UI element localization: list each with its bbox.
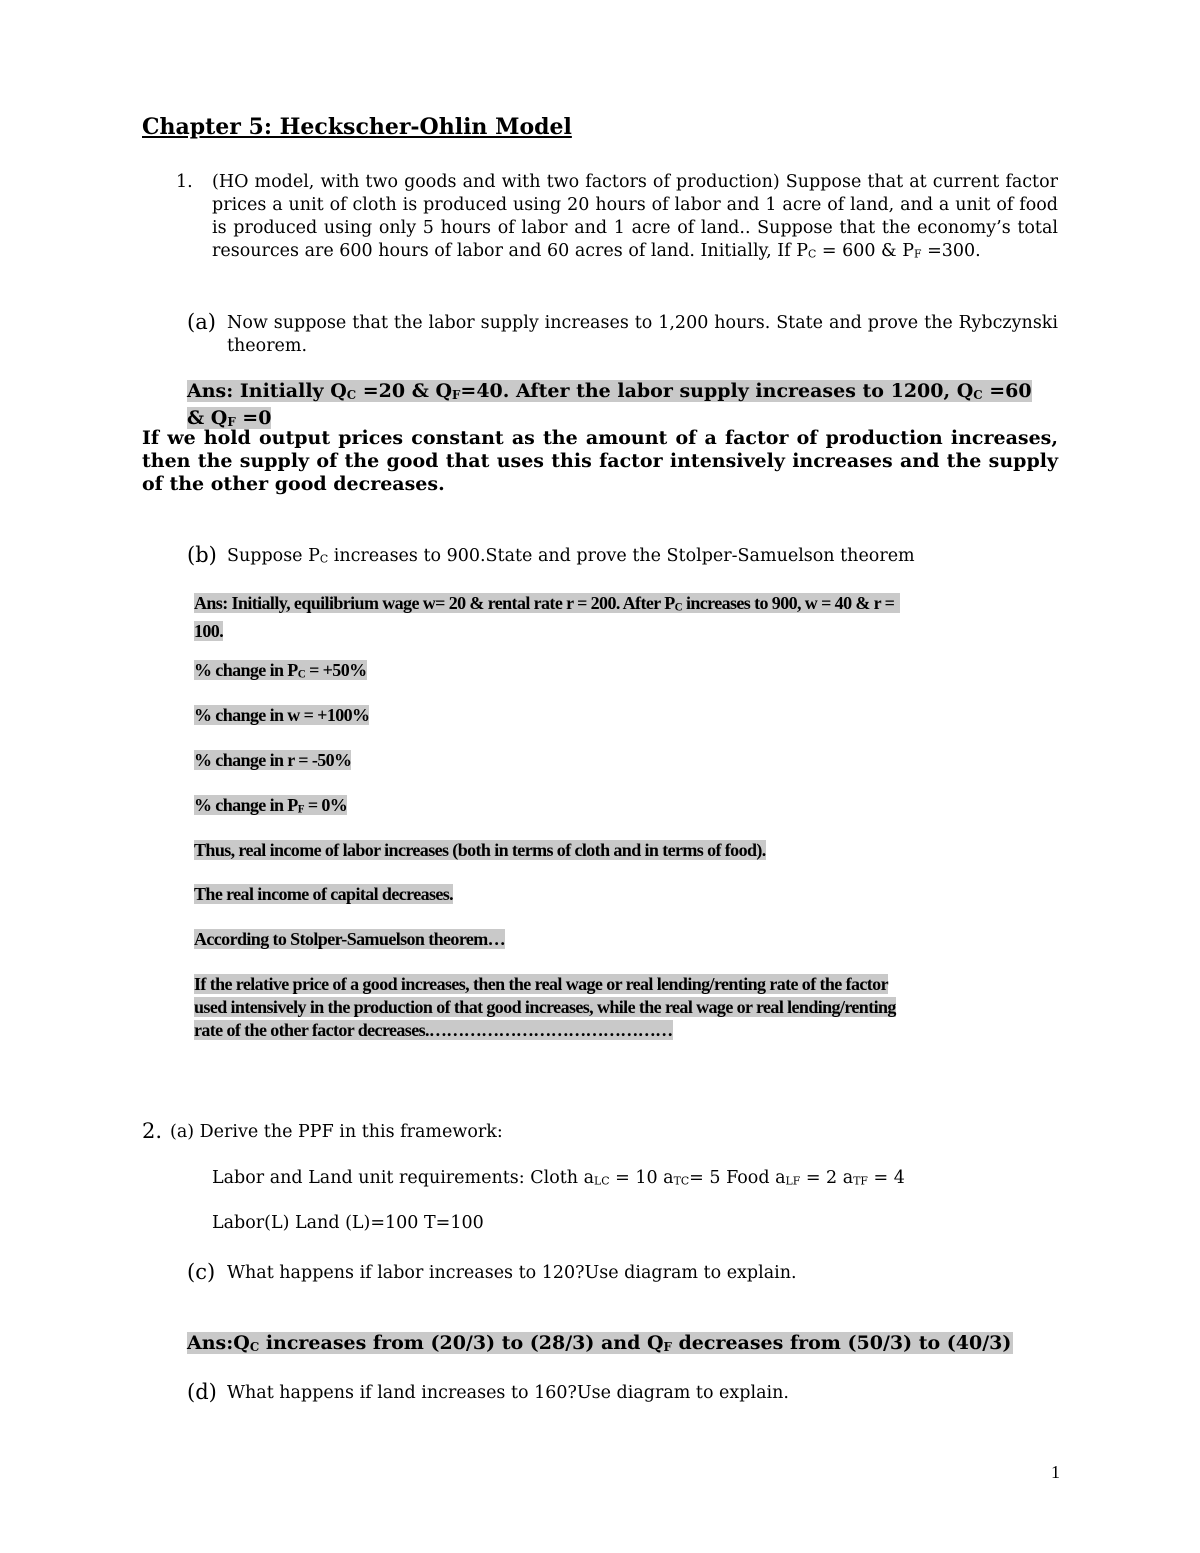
answer-text: =0: [235, 406, 272, 429]
change-w: [194, 704, 369, 727]
part-b-text: increases to 900.State and prove the Stolper-Samuelson theorem: [328, 546, 915, 566]
part-c-question: What happens if labor increases to 120?Use diagram to explain.: [227, 1263, 797, 1283]
answer-sub: C: [297, 668, 306, 681]
answer-highlight: [194, 660, 367, 680]
answer-text: =20 & Q: [356, 380, 453, 402]
q1-sub: C: [807, 247, 817, 261]
answer-highlight: [194, 795, 347, 815]
change-pc: [194, 659, 367, 687]
q1-sub: F: [913, 247, 922, 261]
part-b-sub: C: [319, 552, 329, 566]
rybczynski-theorem: If we hold output prices constant as the amount of a factor of production increases, then the supply of the good that uses this factor intensively increases and the supply of the other good decreases.: [142, 427, 1058, 495]
answer-text: = +50%: [305, 660, 367, 680]
req-text: Labor and Land unit requirements: Cloth a: [212, 1168, 595, 1188]
answer-sub: F: [227, 414, 236, 429]
part-a-answer: [187, 380, 1059, 434]
answer-highlight: [194, 593, 900, 613]
answer-sub: C: [973, 387, 983, 402]
part-b-text: Suppose P: [227, 546, 320, 566]
question-2-number: 2.: [142, 1119, 163, 1143]
req-text: = 10 a: [609, 1168, 674, 1188]
real-income-labor: [194, 839, 766, 862]
question-1-number: 1.: [176, 172, 193, 192]
req-text: = 2 a: [800, 1168, 854, 1188]
answer-highlight: used intensively in the production of that good increases, while the real wage or real lending/renting: [194, 997, 896, 1017]
answer-sub: F: [663, 1339, 672, 1354]
page-number: 1: [1051, 1462, 1060, 1482]
labor-land-line: Labor(L) Land (L)=100 T=100: [212, 1213, 484, 1233]
q1-text-part: = 600 & P: [816, 241, 914, 261]
answer-sub: C: [674, 601, 683, 614]
part-b-answer: [194, 592, 1054, 643]
req-text: = 4: [867, 1168, 905, 1188]
unit-requirements: [212, 1167, 905, 1193]
answer-text: % change in P: [194, 660, 298, 680]
page-title: Chapter 5: Heckscher-Ohlin Model: [142, 114, 572, 140]
part-b-answer-line-1: [194, 592, 1054, 620]
req-sub: LC: [594, 1174, 610, 1188]
answer-text: % change in P: [194, 795, 298, 815]
answer-highlight: If the relative price of a good increases, then the real wage or real lending/renting rate of the factor: [194, 974, 888, 994]
answer-highlight: [187, 407, 271, 429]
answer-sub: C: [346, 387, 357, 402]
req-sub: TF: [853, 1174, 868, 1188]
answer-highlight: [187, 1332, 1013, 1354]
answer-text: = 0%: [303, 795, 348, 815]
question-1-text: [212, 171, 1058, 266]
answer-highlight: The real income of capital decreases.: [194, 884, 454, 904]
req-sub: TC: [673, 1174, 690, 1188]
answer-text: Ans: Initially Q: [187, 380, 347, 402]
req-text: = 5 Food a: [689, 1168, 786, 1188]
answer-highlight: rate of the other factor decreases.……………………………………: [194, 1020, 673, 1040]
question-2-part-a: (a) Derive the PPF in this framework:: [170, 1122, 503, 1142]
q1-text-part: =300.: [921, 241, 981, 261]
part-c-answer: [187, 1332, 1013, 1359]
answer-highlight: 100.: [194, 620, 224, 641]
answer-highlight: [187, 380, 1032, 402]
real-income-capital: [194, 883, 453, 906]
part-d-question: What happens if land increases to 160?Use diagram to explain.: [227, 1383, 789, 1403]
part-a-question: Now suppose that the labor supply increases to 1,200 hours. State and prove the Rybczynski theorem.: [227, 313, 1058, 356]
answer-highlight: % change in r = -50%: [194, 750, 352, 770]
answer-text: & Q: [187, 406, 228, 429]
according-line: [194, 928, 505, 951]
answer-text: increases from (20/3) to (28/3) and Q: [259, 1332, 664, 1354]
answer-text: Ans:Q: [187, 1332, 250, 1354]
part-b-label: (b): [187, 543, 217, 567]
answer-highlight: According to Stolper-Samuelson theorem…: [194, 929, 506, 949]
answer-text: increases to 900, w = 40 & r =: [682, 593, 895, 613]
answer-text: Ans: Initially, equilibrium wage w= 20 & rental rate r = 200. After P: [194, 593, 675, 613]
req-sub: LF: [785, 1174, 801, 1188]
part-d-label: (d): [187, 1380, 217, 1404]
answer-text: =40. After the labor supply increases to 1200, Q: [460, 380, 974, 402]
theorem-line: [194, 1019, 1054, 1042]
change-r: [194, 749, 351, 772]
part-b-question: [227, 545, 1058, 571]
answer-text: decreases from (50/3) to (40/3): [671, 1332, 1012, 1354]
answer-sub: F: [297, 803, 304, 816]
theorem-line: [194, 996, 1054, 1019]
part-a-answer-line-1: [187, 380, 1059, 407]
change-pf: [194, 794, 347, 822]
theorem-line: [194, 973, 1054, 996]
answer-text: =60: [982, 380, 1032, 402]
part-b-answer-line-2: [194, 620, 1054, 643]
answer-highlight: Thus, real income of labor increases (both in terms of cloth and in terms of food).: [194, 840, 766, 860]
stolper-samuelson-theorem: [194, 973, 1054, 1042]
part-a-label: (a): [187, 310, 216, 334]
answer-highlight: % change in w = +100%: [194, 705, 370, 725]
answer-sub: C: [249, 1339, 260, 1354]
q1-text-part: (HO model, with two goods and with two factors of production) Suppose that at current factor prices a unit of cloth is produced using 20 hours of labor and 1 acre of land, and a unit of food is produced using only 5 hours of labor and 1 acre of land.. Suppose that the economy’s total resources are 600 hours of labor and 60 acres of land. Initially, If P: [212, 172, 1058, 261]
answer-sub: F: [452, 387, 461, 402]
part-c-label: (c): [187, 1260, 216, 1284]
